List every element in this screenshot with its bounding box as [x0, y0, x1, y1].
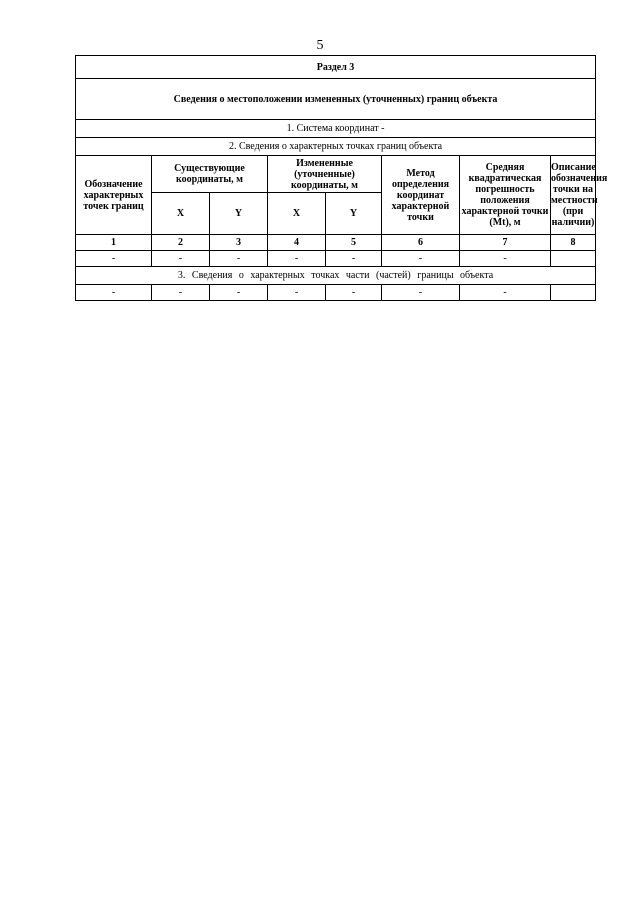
section-subtitle: Сведения о местоположении измененных (уточненных) границ объекта: [76, 79, 596, 120]
table-cell: -: [326, 251, 382, 267]
column-number: 1: [76, 235, 152, 251]
coordinate-system-row: 1. Система координат -: [76, 120, 596, 138]
error-header: Средняя квадратическая погрешность положения характерной точки (Mt), м: [460, 156, 551, 235]
changed-x-header: X: [268, 193, 326, 235]
table-cell: -: [382, 285, 460, 301]
table-cell: -: [210, 285, 268, 301]
section-title: Раздел 3: [76, 56, 596, 79]
table-cell: [551, 285, 596, 301]
table-cell: -: [76, 285, 152, 301]
table-cell: -: [152, 251, 210, 267]
table-cell: -: [460, 251, 551, 267]
changed-y-header: Y: [326, 193, 382, 235]
table-cell: [551, 251, 596, 267]
column-number: 5: [326, 235, 382, 251]
column-number: 3: [210, 235, 268, 251]
column-number: 6: [382, 235, 460, 251]
column-number: 7: [460, 235, 551, 251]
table-cell: -: [210, 251, 268, 267]
column-number: 4: [268, 235, 326, 251]
method-header: Метод определения координат характерной точки: [382, 156, 460, 235]
existing-x-header: X: [152, 193, 210, 235]
column-numbers-row: [76, 235, 596, 251]
table-cell: -: [76, 251, 152, 267]
changed-coordinates-header: Измененные (уточненные) координаты, м: [268, 156, 382, 193]
table-cell: -: [268, 251, 326, 267]
table-cell: -: [326, 285, 382, 301]
table-row: [76, 285, 596, 301]
section-3-table: [75, 55, 608, 301]
table-cell: -: [268, 285, 326, 301]
boundary-part-points-heading: 3. Сведения о характерных точках части (частей) границы объекта: [76, 267, 596, 285]
table-cell: -: [152, 285, 210, 301]
description-header: Описание обозначения точки на местности (при наличии): [551, 156, 596, 235]
table-row: [76, 251, 596, 267]
column-number: 2: [152, 235, 210, 251]
page-number: 5: [316, 38, 324, 53]
boundary-points-heading: 2. Сведения о характерных точках границ объекта: [76, 138, 596, 156]
existing-coordinates-header: Существующие координаты, м: [152, 156, 268, 193]
existing-y-header: Y: [210, 193, 268, 235]
designation-header: Обозначение характерных точек границ: [76, 156, 152, 235]
column-number: 8: [551, 235, 596, 251]
table-cell: -: [382, 251, 460, 267]
table-cell: -: [460, 285, 551, 301]
